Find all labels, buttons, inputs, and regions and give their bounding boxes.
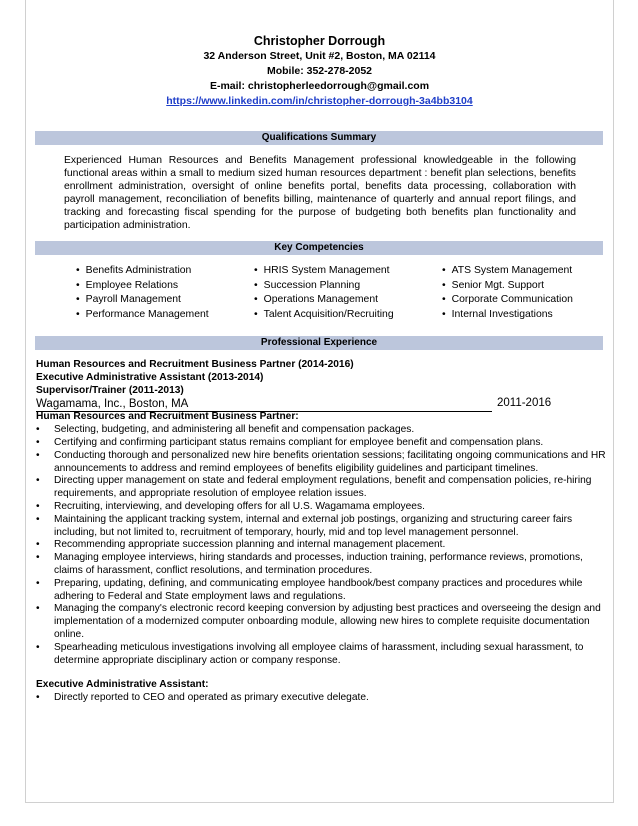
experience-section [36, 359, 606, 705]
competencies-column-3 [442, 264, 573, 322]
competency-item: • Senior Mgt. Support [442, 279, 573, 294]
list-item: • Certifying and confirming participant status remains compliant for employee benefit and compensation plans. [36, 437, 606, 450]
role-heading: Executive Administrative Assistant: [36, 679, 209, 691]
list-item: • Recruiting, interviewing, and developing offers for all U.S. Wagamama employees. [36, 501, 606, 514]
resume-header [26, 33, 613, 109]
email: E-mail: christopherleedorrough@gmail.com [209, 80, 430, 92]
competency-item: • Succession Planning [254, 279, 394, 294]
list-item: • Maintaining the applicant tracking system, internal and external job postings, organizing and structuring career fairs including, but not limited to, recruitment of temporary, hourly, mid and top level management personnel. [36, 514, 606, 540]
linkedin-link[interactable]: https://www.linkedin.com/in/christopher-dorrough-3a4bb3104 [166, 95, 473, 107]
role-bullets [36, 424, 606, 667]
employer-name: Wagamama, Inc., Boston, MA [36, 398, 189, 411]
list-item: • Managing the company's electronic record keeping conversion by adjusting best practices and overseeing the design and implementation of a modernized computer onboarding module, allowing new hires to complete requisite documentation online. [36, 603, 606, 641]
list-item: • Conducting thorough and personalized new hire benefits orientation sessions; facilitating ongoing communications and HR announcements to address and remind employees of benefits eligibility guidelines and participant timelines. [36, 450, 606, 476]
list-item: • Spearheading meticulous investigations involving all employee claims of harassment, including sexual harassment, to determine appropriate disciplinary action or company response. [36, 642, 606, 668]
list-item: • Selecting, budgeting, and administering all benefit and compensation packages. [36, 424, 606, 437]
competency-item: • Payroll Management [76, 293, 209, 308]
employer-line [36, 397, 606, 411]
job-title: Executive Administrative Assistant (2013-2014) [36, 371, 264, 383]
list-item: • Directing upper management on state and federal employment regulations, benefit and compensation policies, re-hiring requirements, and appropriate resolution of employee relation issues. [36, 475, 606, 501]
competencies-column-2 [254, 264, 394, 322]
resume-page [25, 0, 614, 803]
competency-item: • Employee Relations [76, 279, 209, 294]
experience-heading: Professional Experience [35, 336, 603, 350]
address: 32 Anderson Street, Unit #2, Boston, MA 02114 [203, 50, 436, 62]
competencies-heading: Key Competencies [35, 241, 603, 255]
job-title: Supervisor/Trainer (2011-2013) [36, 384, 184, 396]
list-item: • Preparing, updating, defining, and communicating employee handbook/best company practices and procedures while adhering to Federal and State employment laws and regulations. [36, 578, 606, 604]
mobile: Mobile: 352-278-2052 [266, 65, 373, 77]
candidate-name: Christopher Dorrough [253, 34, 386, 48]
list-item: • Managing employee interviews, hiring standards and processes, induction training, performance reviews, promotions, claims of harassment, conflict resolutions, and termination procedures. [36, 552, 606, 578]
competency-item: • Benefits Administration [76, 264, 209, 279]
qualifications-heading: Qualifications Summary [35, 131, 603, 145]
competency-item: • Internal Investigations [442, 308, 573, 323]
competency-item: • Talent Acquisition/Recruiting [254, 308, 394, 323]
competency-item: • HRIS System Management [254, 264, 394, 279]
qualifications-summary: Experienced Human Resources and Benefits Management professional knowledgeable in the following functional areas within a small to medium sized human resources department : benefit plan selections, benefits enrollment administration, oversight of online benefits portal, benefits data processing, collaboration with payroll management, reconciliation of benefits billing, maintenance of quarterly and annual report filings, and tracking and forecasting fiscal spending for the purpose of budgeting both benefits plan functionality and participation administration. [64, 155, 576, 231]
role-bullets [36, 692, 606, 705]
competency-item: • Operations Management [254, 293, 394, 308]
job-title: Human Resources and Recruitment Business Partner (2014-2016) [36, 359, 354, 370]
role-heading: Human Resources and Recruitment Business Partner: [36, 411, 299, 423]
competency-item: • Corporate Communication [442, 293, 573, 308]
competencies-column-1 [76, 264, 209, 322]
employer-underline [36, 397, 492, 412]
competency-item: • Performance Management [76, 308, 209, 323]
list-item: • Recommending appropriate succession planning and internal management placement. [36, 539, 606, 552]
competency-item: • ATS System Management [442, 264, 573, 279]
employment-dates: 2011-2016 [497, 397, 552, 410]
list-item: • Directly reported to CEO and operated as primary executive delegate. [36, 692, 606, 705]
